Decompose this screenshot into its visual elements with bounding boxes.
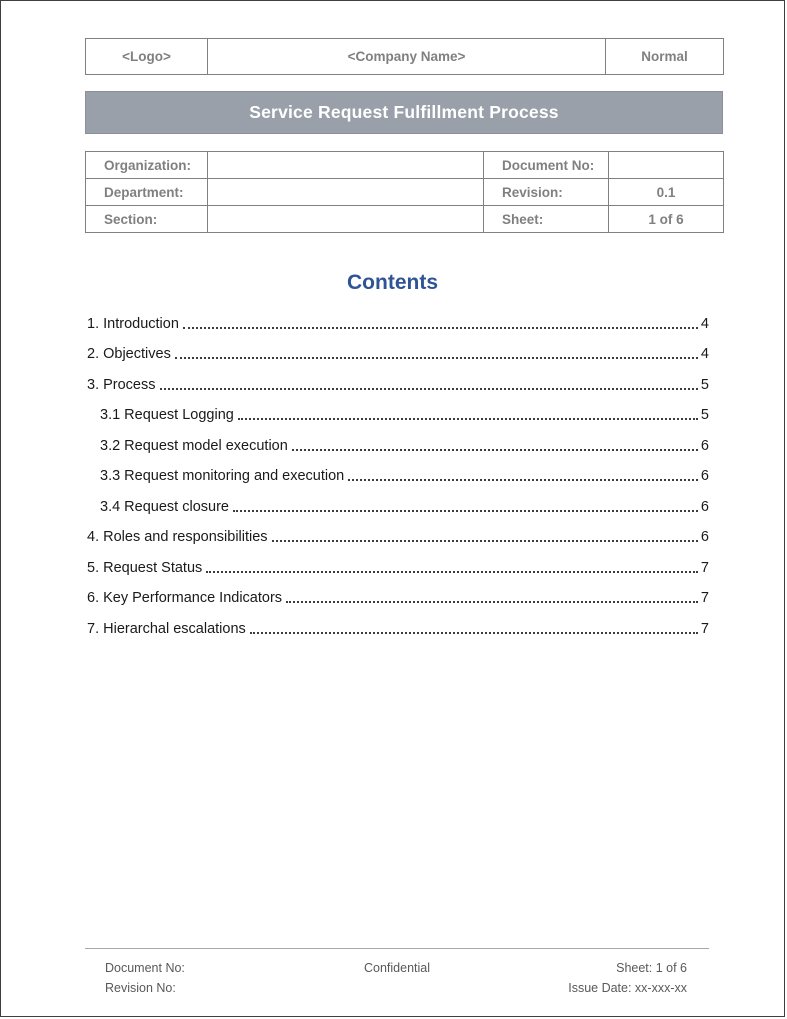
toc-dot-leader [233,510,698,512]
revision-label: Revision: [484,179,609,206]
toc-entry-label: 4. Roles and responsibilities [87,529,268,545]
toc-entry-hierarchal-escalations[interactable] [87,612,709,643]
footer-document-no: Document No: [105,961,185,975]
classification-label: Normal [606,39,724,75]
footer-revision-no: Revision No: [105,981,176,995]
toc-entry-page: 5 [700,376,709,393]
document-no-label: Document No: [484,152,609,179]
footer-divider [85,948,709,949]
toc-entry-label: 7. Hierarchal escalations [87,620,246,637]
toc-entry-request-closure[interactable] [87,490,709,521]
document-no-field[interactable] [609,152,724,179]
page-footer [85,958,709,998]
toc-entry-page: 4 [700,315,709,332]
toc-entry-page: 7 [700,559,709,576]
sheet-value: 1 of 6 [609,206,724,233]
toc-dot-leader [250,632,698,634]
sheet-label: Sheet: [484,206,609,233]
toc-entry-label: 3.1 Request Logging [100,407,234,423]
document-info-table [85,151,724,233]
toc-entry-label: 3. Process [87,376,156,393]
department-field[interactable] [208,179,484,206]
toc-entry-page: 6 [700,468,709,484]
footer-confidential: Confidential [363,961,430,975]
table-row [86,152,724,179]
section-label: Section: [86,206,208,233]
toc-entry-request-logging[interactable] [87,399,709,430]
toc-entry-page: 6 [700,498,709,515]
toc-entry-label: 3.2 Request model execution [100,437,288,454]
toc-dot-leader [160,388,698,390]
toc-dot-leader [238,418,698,420]
toc-dot-leader [206,571,698,573]
toc-entry-label: 5. Request Status [87,559,203,576]
toc-entry-introduction[interactable] [87,307,709,338]
toc-entry-page: 6 [700,437,709,454]
department-label: Department: [86,179,208,206]
toc-entry-page: 4 [700,346,709,362]
company-name-placeholder: <Company Name> [208,39,606,75]
footer-sheet: Sheet: 1 of 6 [616,961,687,975]
footer-issue-date: Issue Date: xx-xxx-xx [568,981,687,995]
toc-entry-label: 3.4 Request closure [100,498,229,515]
toc-entry-objectives[interactable] [87,338,709,369]
footer-left [85,958,293,998]
table-row [86,206,724,233]
toc-entry-page: 7 [700,590,709,606]
header-table [85,38,724,75]
organization-label: Organization: [86,152,208,179]
table-row [86,179,724,206]
logo-placeholder: <Logo> [86,39,208,75]
toc-entry-roles-responsibilities[interactable] [87,521,709,552]
toc-entry-label: 1. Introduction [87,315,179,332]
toc-dot-leader [183,327,698,329]
toc-dot-leader [348,479,698,481]
toc-entry-page: 5 [700,407,709,423]
revision-value: 0.1 [609,179,724,206]
toc-dot-leader [175,357,698,359]
toc-entry-label: 2. Objectives [87,346,171,362]
toc-entry-page: 6 [700,529,709,545]
toc-dot-leader [272,540,698,542]
toc-entry-page: 7 [700,620,709,637]
toc-entry-request-status[interactable] [87,551,709,582]
toc-dot-leader [286,601,698,603]
toc-entry-request-model-execution[interactable] [87,429,709,460]
toc-entry-label: 6. Key Performance Indicators [87,590,283,606]
toc-entry-request-monitoring[interactable] [87,460,709,491]
toc-dot-leader [292,449,698,451]
footer-right [501,958,709,998]
table-of-contents [87,307,709,643]
toc-entry-process[interactable] [87,368,709,399]
header-row [86,39,724,75]
toc-entry-label: 3.3 Request monitoring and execution [100,468,345,484]
toc-entry-key-performance-indicators[interactable] [87,582,709,613]
document-title: Service Request Fulfillment Process [249,102,559,122]
section-field[interactable] [208,206,484,233]
contents-heading: Contents [347,271,438,294]
organization-field[interactable] [208,152,484,179]
document-title-banner [85,91,723,134]
